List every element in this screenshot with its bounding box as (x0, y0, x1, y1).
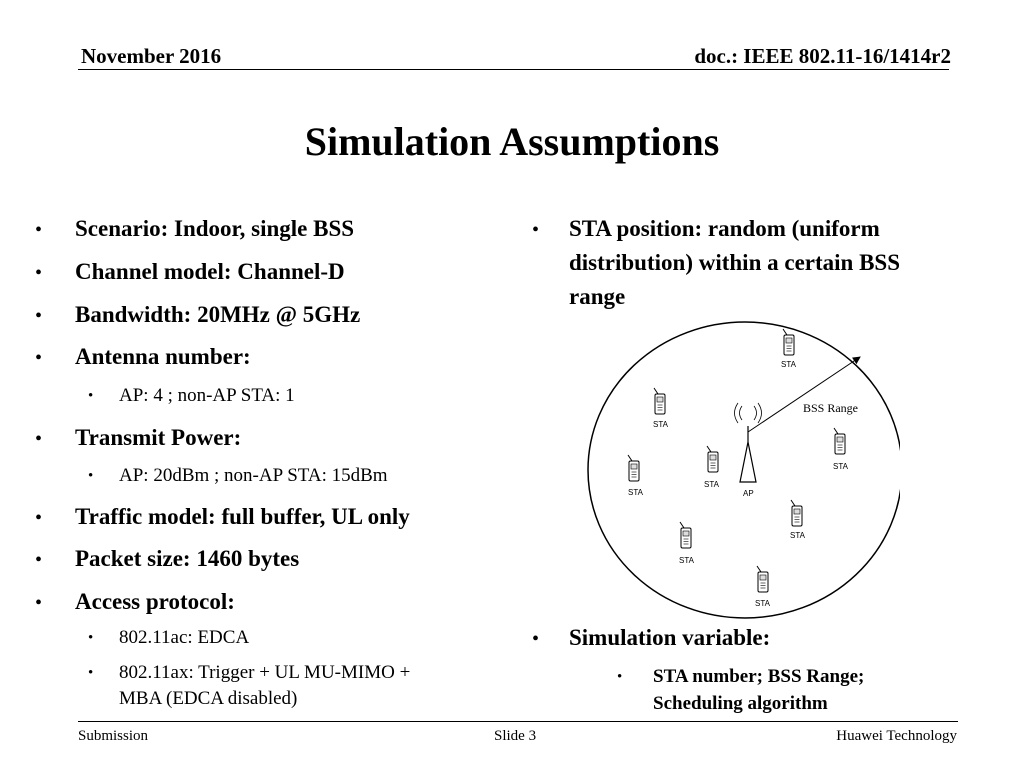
bullet-sim-variable: Simulation variable: (569, 625, 771, 650)
sub-bullet-marker: • (617, 669, 623, 685)
footer-divider (78, 721, 958, 722)
bullet-marker: • (35, 592, 43, 614)
bullet-sta-position-line3: range (569, 284, 626, 309)
sta-label: STA (833, 462, 848, 471)
sub-bullet-access-ac: 802.11ac: EDCA (119, 627, 250, 648)
sub-bullet-marker: • (88, 468, 94, 484)
bullet-marker: • (35, 428, 43, 450)
header-divider (78, 69, 949, 70)
header-date: November 2016 (81, 44, 222, 68)
header-doc-id: doc.: IEEE 802.11-16/1414r2 (694, 44, 951, 68)
sta-label: STA (790, 531, 805, 540)
bss-range-label: BSS Range (803, 401, 859, 415)
bullet-marker: • (35, 305, 43, 327)
bullet-scenario: Scenario: Indoor, single BSS (75, 216, 355, 241)
sub-bullet-power: AP: 20dBm ; non-AP STA: 15dBm (119, 465, 388, 486)
bullet-bandwidth: Bandwidth: 20MHz @ 5GHz (75, 302, 361, 327)
sub-bullet-marker: • (88, 665, 94, 681)
sub-bullet-marker: • (88, 630, 94, 646)
sta-label: STA (679, 556, 694, 565)
sta-label: STA (628, 488, 643, 497)
bullet-marker: • (35, 549, 43, 571)
sta-label: STA (704, 480, 719, 489)
bss-diagram (580, 320, 900, 620)
slide-title: Simulation Assumptions (304, 119, 720, 164)
ap-label: AP (743, 489, 754, 498)
bullet-packet: Packet size: 1460 bytes (75, 546, 300, 571)
sta-label: STA (653, 420, 668, 429)
bullet-sta-position-line2: distribution) within a certain BSS (569, 250, 900, 275)
sub-bullet-access-ax-line1: 802.11ax: Trigger + UL MU-MIMO + (119, 662, 411, 683)
sub-bullet-sim-variable-line2: Scheduling algorithm (653, 693, 828, 714)
bullet-marker: • (35, 219, 43, 241)
bullet-marker: • (532, 628, 540, 650)
footer-company: Huawei Technology (836, 728, 957, 744)
sta-label: STA (781, 360, 796, 369)
bullet-access: Access protocol: (75, 589, 235, 614)
bullet-marker: • (532, 219, 540, 241)
footer-slide-number: Slide 3 (494, 728, 537, 744)
sub-bullet-access-ax-line2: MBA (EDCA disabled) (119, 688, 298, 709)
bullet-marker: • (35, 347, 43, 369)
sta-label: STA (755, 599, 770, 608)
bullet-marker: • (35, 262, 43, 284)
bullet-antenna: Antenna number: (75, 344, 251, 369)
bullet-channel: Channel model: Channel-D (75, 259, 345, 284)
footer-submission: Submission (78, 728, 149, 744)
sub-bullet-antenna: AP: 4 ; non-AP STA: 1 (119, 385, 295, 406)
bullet-traffic: Traffic model: full buffer, UL only (75, 504, 410, 529)
bullet-marker: • (35, 507, 43, 529)
bullet-sta-position-line1: STA position: random (uniform (569, 216, 880, 241)
sub-bullet-marker: • (88, 388, 94, 404)
sub-bullet-sim-variable-line1: STA number; BSS Range; (653, 666, 865, 687)
bullet-power: Transmit Power: (75, 425, 242, 450)
